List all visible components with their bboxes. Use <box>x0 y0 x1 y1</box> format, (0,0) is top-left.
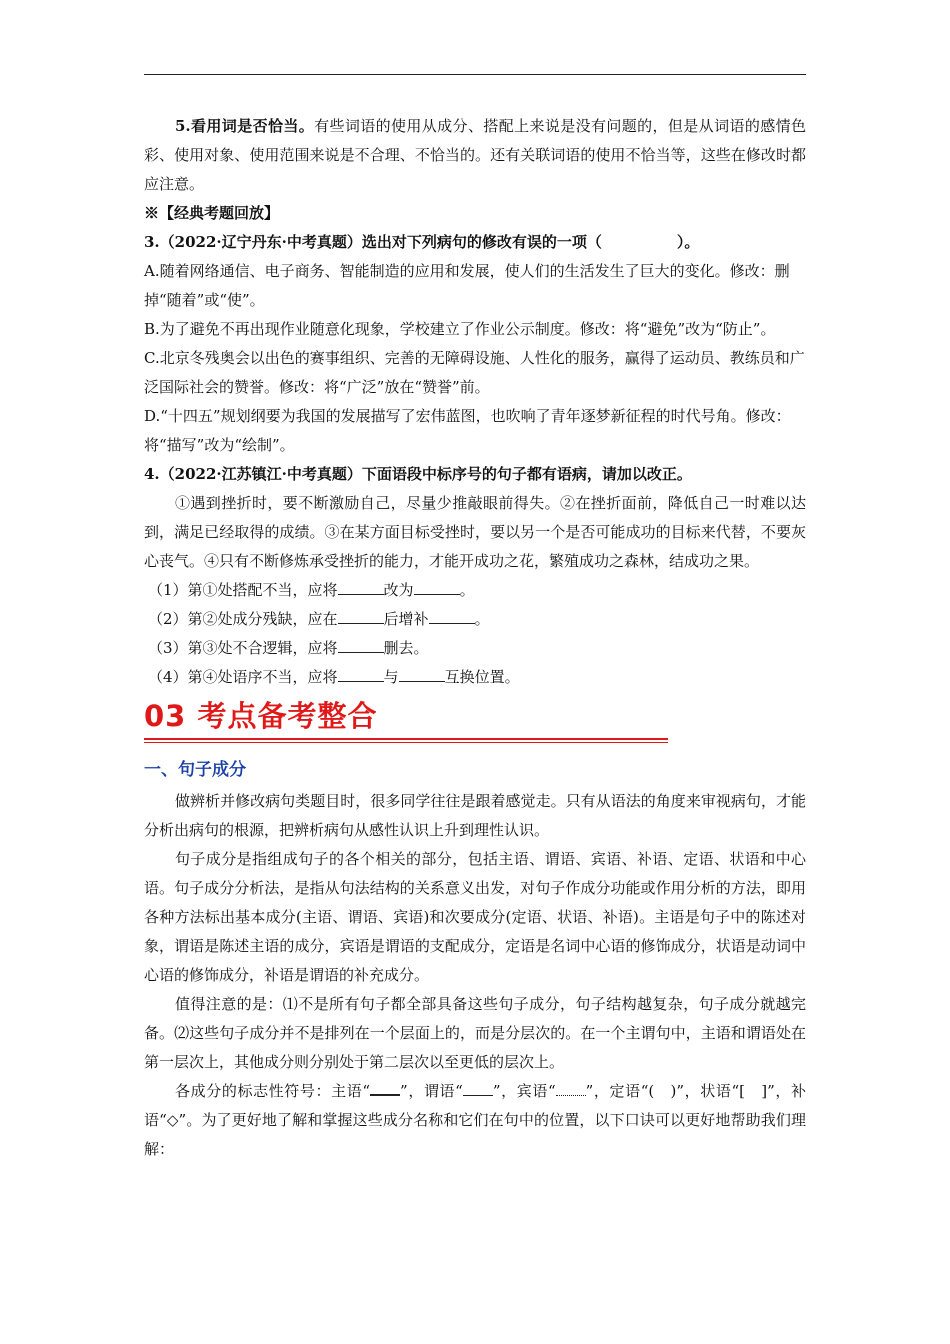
part1-paragraph-2: 句子成分是指组成句子的各个相关的部分，包括主语、谓语、宾语、补语、定语、状语和中心语。句子成分分析法，是指从句法结构的关系意义出发，对句子作成分功能或作用分析的方法，即用各种方法标出基本成分(主语、谓语、宾语)和次要成分(定语、状语、补语)。主语是句子中的陈述对象，谓语是陈述主语的成分，宾语是谓语的支配成分，定语是名词中心语的修饰成分，状语是动词中心语的修饰成分，补语是谓语的补充成分。 <box>144 850 806 984</box>
answer-blank[interactable] <box>338 636 384 653</box>
section-rule <box>144 738 668 740</box>
part1-paragraph-3: 值得注意的是：⑴不是所有句子都全部具备这些句子成分，句子结构越复杂，句子成分就越完备。⑵这些句子成分并不是排列在一个层面上的，而是分层次的。在一个主谓句中，主语和谓语处在第一层次上，其他成分则分别处于第二层次以至更低的层次上。 <box>144 995 806 1071</box>
q4-sub3 <box>144 634 806 663</box>
p4-text-b: ”，谓语“ <box>400 1082 463 1100</box>
q3-option-a: A.随着网络通信、电子商务、智能制造的应用和发展，使人们的生活发生了巨大的变化。修改：删掉“随着”或“使”。 <box>144 262 790 309</box>
q3-option-c: C.北京冬残奥会以出色的赛事组织、完善的无障碍设施、人性化的服务，赢得了运动员、教练员和广泛国际社会的赞誉。修改：将“广泛”放在“赞誉”前。 <box>144 349 805 396</box>
section5-text: 有些词语的使用从成分、搭配上来说是没有问题的，但是从词语的感情色彩、使用对象、使用范围来说是不合理、不恰当的。还有关联词语的使用不恰当等，这些在修改时都应注意。 <box>144 117 806 193</box>
p4-text-c: ”，宾语“ <box>492 1082 556 1100</box>
part1-paragraph-1: 做辨析并修改病句类题目时，很多同学往往是跟着感觉走。只有从语法的角度来审视病句，才能分析出病句的根源，把辨析病句从感性认识上升到理性认识。 <box>144 792 806 839</box>
q4-sub1-text-b: 改为 <box>383 581 414 599</box>
predicate-symbol <box>463 1081 493 1096</box>
q4-sub1-text-c: 。 <box>459 581 475 599</box>
q4-sub3-text-a: （3）第③处不合逻辑，应将 <box>148 639 338 657</box>
classic-title: ※【经典考题回放】 <box>144 204 280 222</box>
answer-blank[interactable] <box>338 607 384 624</box>
answer-blank[interactable] <box>338 578 384 595</box>
main-content <box>144 112 806 1164</box>
q4-sub2-text-a: （2）第②处成分残缺，应在 <box>148 610 338 628</box>
q3-option-b: B.为了避免不再出现作业随意化现象，学校建立了作业公示制度。修改：将“避免”改为“防止”。 <box>144 320 776 338</box>
p4-text-a: 各成分的标志性符号：主语“ <box>175 1082 371 1100</box>
answer-blank[interactable] <box>429 607 475 624</box>
q4-sub4-text-c: 互换位置。 <box>444 668 520 686</box>
header-rule <box>144 74 806 75</box>
q4-sub1-text-a: （1）第①处搭配不当，应将 <box>148 581 338 599</box>
q4-passage: ①遇到挫折时，要不断激励自己，尽量少推敲眼前得失。②在挫折面前，降低自己一时难以达到，满足已经取得的成绩。③在某方面目标受挫时，要以另一个是否可能成功的目标来代替，不要灰心丧气。④只有不断修炼承受挫折的能力，才能开成功之花，繁殖成功之森林，结成功之果。 <box>144 494 806 570</box>
q3-stem: 3.（2022·辽宁丹东·中考真题）选出对下列病句的修改有误的一项（ ）。 <box>144 233 700 251</box>
subject-symbol <box>370 1080 400 1096</box>
q4-sub2 <box>144 605 806 634</box>
section-rule-thin <box>144 742 668 743</box>
q4-sub4-text-a: （4）第④处语序不当，应将 <box>148 668 338 686</box>
q4-sub3-text-b: 删去。 <box>383 639 429 657</box>
section5-paragraph <box>144 112 806 199</box>
q3-option-d: D.“十四五”规划纲要为我国的发展描写了宏伟蓝图，也吹响了青年逐梦新征程的时代号角。修改：将“描写”改为“绘制”。 <box>144 407 791 454</box>
section-03-title: 03 考点备考整合 <box>144 699 378 733</box>
answer-blank[interactable] <box>414 578 460 595</box>
q4-sub4 <box>144 663 806 692</box>
answer-blank[interactable] <box>399 665 445 682</box>
answer-blank[interactable] <box>338 665 384 682</box>
section5-lead: 5.看用词是否恰当。 <box>175 117 315 135</box>
p4-text-d: ”，定语“( )”，状语“[ ]”，补语“◇”。为了更好地了解和掌握这些成分名称和它们在句中的位置，以下口诀可以更好地帮助我们理解： <box>144 1082 806 1158</box>
q4-sub2-text-c: 。 <box>474 610 490 628</box>
q4-sub2-text-b: 后增补 <box>383 610 429 628</box>
q4-sub1 <box>144 576 806 605</box>
part1-paragraph-4 <box>144 1077 806 1164</box>
part1-heading: 一、句子成分 <box>144 760 246 780</box>
q4-sub4-text-b: 与 <box>383 668 399 686</box>
q4-stem: 4.（2022·江苏镇江·中考真题）下面语段中标序号的句子都有语病，请加以改正。 <box>144 465 692 483</box>
object-symbol <box>556 1081 586 1096</box>
